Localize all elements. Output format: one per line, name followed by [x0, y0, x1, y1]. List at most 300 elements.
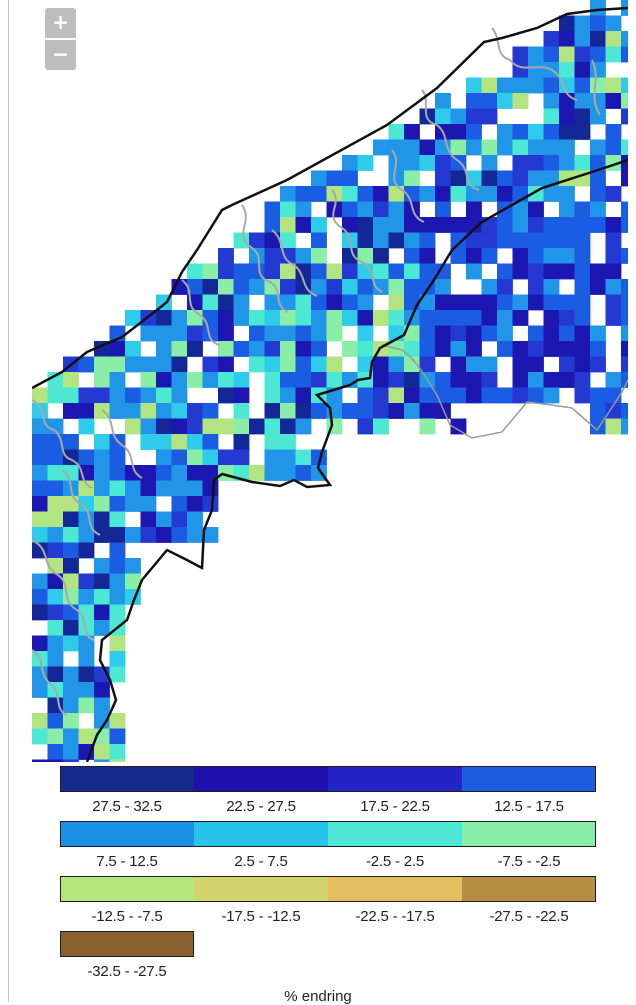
grid-cell — [528, 202, 544, 218]
legend-label: -7.5 - -2.5 — [497, 853, 561, 870]
grid-cell — [482, 78, 498, 94]
grid-cell — [404, 217, 420, 233]
grid-cell — [156, 419, 172, 435]
grid-cell — [125, 357, 141, 373]
grid-cell — [606, 31, 622, 47]
grid-cell — [296, 217, 312, 233]
grid-cell — [466, 264, 482, 280]
grid-cell — [110, 760, 126, 763]
grid-cell — [265, 434, 281, 450]
grid-cell — [63, 636, 79, 652]
grid-cell — [296, 202, 312, 218]
grid-cell — [497, 140, 513, 156]
grid-cell — [513, 310, 529, 326]
grid-cell — [528, 217, 544, 233]
grid-cell — [203, 403, 219, 419]
grid-cell — [435, 341, 451, 357]
grid-cell — [125, 388, 141, 404]
grid-cell — [590, 217, 606, 233]
legend-swatch — [60, 821, 194, 847]
legend-label: 7.5 - 12.5 — [96, 853, 158, 870]
grid-cell — [435, 295, 451, 311]
grid-cell — [435, 372, 451, 388]
grid-cell — [513, 357, 529, 373]
grid-cell — [590, 31, 606, 47]
grid-cell — [203, 434, 219, 450]
grid-cell — [559, 341, 575, 357]
grid-cell — [513, 47, 529, 63]
grid-cell — [32, 760, 48, 763]
grid-cell — [110, 667, 126, 683]
grid-cell — [389, 372, 405, 388]
grid-cell — [218, 450, 234, 466]
grid-cell — [466, 109, 482, 125]
grid-cell — [234, 388, 250, 404]
grid-cell — [342, 202, 358, 218]
grid-cell — [265, 372, 281, 388]
grid-cell — [590, 78, 606, 94]
grid-cell — [265, 233, 281, 249]
grid-cell — [32, 682, 48, 698]
grid-cell — [342, 186, 358, 202]
grid-cell — [156, 434, 172, 450]
grid-cell — [249, 233, 265, 249]
grid-cell — [234, 233, 250, 249]
legend-label: 2.5 - 7.5 — [234, 853, 288, 870]
grid-cell — [218, 465, 234, 481]
grid-cell — [94, 496, 110, 512]
grid-cell — [342, 403, 358, 419]
grid-cell — [296, 310, 312, 326]
grid-cell — [265, 419, 281, 435]
grid-cell — [544, 217, 560, 233]
grid-cell — [172, 512, 188, 528]
grid-cell — [544, 109, 560, 125]
grid-cell — [141, 326, 157, 342]
grid-cell — [404, 140, 420, 156]
grid-cell — [48, 636, 64, 652]
grid-cell — [544, 388, 560, 404]
grid-cell — [420, 310, 436, 326]
grid-cell — [141, 357, 157, 373]
grid-cell — [466, 140, 482, 156]
grid-cell — [528, 140, 544, 156]
grid-cell — [513, 233, 529, 249]
grid-cell — [559, 93, 575, 109]
grid-cell — [110, 481, 126, 497]
grid-cell — [621, 341, 628, 357]
grid-cell — [559, 310, 575, 326]
grid-cell — [48, 388, 64, 404]
grid-cell — [373, 202, 389, 218]
grid-cell — [575, 109, 591, 125]
legend-item — [194, 766, 328, 821]
grid-cell — [497, 217, 513, 233]
grid-cell — [621, 248, 628, 264]
grid-cell — [404, 124, 420, 140]
grid-cell — [513, 78, 529, 94]
grid-cell — [48, 481, 64, 497]
grid-cell — [280, 434, 296, 450]
grid-cell — [482, 357, 498, 373]
grid-cell — [110, 372, 126, 388]
grid-cell — [435, 279, 451, 295]
legend-item — [328, 876, 462, 931]
grid-cell — [172, 341, 188, 357]
grid-cell — [296, 450, 312, 466]
legend-label: 27.5 - 32.5 — [92, 798, 162, 815]
grid-cell — [575, 233, 591, 249]
grid-cell — [544, 78, 560, 94]
grid-cell — [187, 341, 203, 357]
grid-cell — [265, 450, 281, 466]
grid-cell — [94, 574, 110, 590]
grid-cell — [466, 357, 482, 373]
grid-cell — [621, 109, 628, 125]
grid-cell — [606, 140, 622, 156]
legend-swatch — [60, 766, 194, 792]
grid-cell — [404, 372, 420, 388]
grid-cell — [513, 171, 529, 187]
grid-cell — [156, 357, 172, 373]
grid-cell — [466, 295, 482, 311]
grid-cell — [559, 264, 575, 280]
legend-label: 22.5 - 27.5 — [226, 798, 296, 815]
legend-label: -22.5 - -17.5 — [355, 908, 435, 925]
grid-cell — [63, 760, 79, 763]
grid-cell — [389, 140, 405, 156]
grid-cell — [125, 419, 141, 435]
grid-cell — [590, 279, 606, 295]
grid-cell — [327, 171, 343, 187]
grid-cell — [280, 217, 296, 233]
grid-cell — [559, 140, 575, 156]
grid-cell — [110, 589, 126, 605]
grid-cell — [559, 47, 575, 63]
grid-cell — [187, 465, 203, 481]
grid-cell — [218, 310, 234, 326]
grid-cell — [513, 140, 529, 156]
grid-cell — [296, 341, 312, 357]
grid-cell — [358, 233, 374, 249]
grid-cell — [420, 140, 436, 156]
grid-cell — [265, 403, 281, 419]
grid-cell — [280, 357, 296, 373]
grid-cell — [141, 512, 157, 528]
grid-cell — [187, 372, 203, 388]
grid-cell — [621, 295, 628, 311]
grid-cell — [373, 140, 389, 156]
grid-cell — [249, 326, 265, 342]
grid-cell — [311, 171, 327, 187]
grid-cell — [466, 341, 482, 357]
legend-swatch — [60, 931, 194, 957]
legend-row — [60, 931, 600, 986]
grid-cell — [63, 496, 79, 512]
grid-cell — [234, 434, 250, 450]
grid-cell — [358, 310, 374, 326]
grid-cell — [203, 450, 219, 466]
grid-cell — [94, 682, 110, 698]
grid-cell — [497, 171, 513, 187]
grid-cell — [559, 62, 575, 78]
grid-cell — [544, 31, 560, 47]
grid-cell — [32, 512, 48, 528]
grid-cell — [544, 140, 560, 156]
grid-cell — [63, 620, 79, 636]
grid-cell — [141, 388, 157, 404]
grid-cell — [311, 186, 327, 202]
grid-cell — [234, 419, 250, 435]
grid-cell — [389, 233, 405, 249]
legend-row — [60, 821, 600, 876]
grid-cell — [342, 279, 358, 295]
grid-cell — [466, 372, 482, 388]
grid-cell — [94, 512, 110, 528]
grid-cell — [32, 434, 48, 450]
grid-cell — [32, 605, 48, 621]
grid-cell — [141, 465, 157, 481]
precipitation-change-map[interactable] — [32, 0, 628, 762]
legend-item — [194, 821, 328, 876]
grid-cell — [590, 202, 606, 218]
grid-cell — [373, 186, 389, 202]
grid-cell — [482, 155, 498, 171]
grid-cell — [311, 248, 327, 264]
grid-cell — [389, 295, 405, 311]
legend-label: -17.5 - -12.5 — [221, 908, 301, 925]
grid-cell — [559, 109, 575, 125]
grid-cell — [311, 233, 327, 249]
grid-cell — [482, 217, 498, 233]
grid-cell — [513, 295, 529, 311]
grid-cell — [79, 667, 95, 683]
grid-cell — [203, 419, 219, 435]
grid-cell — [141, 481, 157, 497]
grid-cell — [420, 248, 436, 264]
grid-cell — [218, 248, 234, 264]
grid-cell — [528, 341, 544, 357]
grid-cell — [544, 264, 560, 280]
grid-cell — [280, 403, 296, 419]
grid-cell — [296, 419, 312, 435]
grid-cell — [94, 698, 110, 714]
grid-cell — [48, 543, 64, 559]
grid-cell — [559, 217, 575, 233]
grid-cell — [187, 481, 203, 497]
map-canvas[interactable] — [32, 0, 628, 762]
grid-cell — [404, 248, 420, 264]
grid-cell — [48, 744, 64, 760]
grid-cell — [203, 264, 219, 280]
grid-cell — [296, 372, 312, 388]
grid-cell — [280, 450, 296, 466]
grid-cell — [435, 155, 451, 171]
grid-cell — [575, 372, 591, 388]
grid-cell — [497, 124, 513, 140]
grid-cell — [606, 78, 622, 94]
grid-cell — [79, 403, 95, 419]
grid-cell — [466, 202, 482, 218]
grid-cell — [404, 233, 420, 249]
grid-cell — [296, 326, 312, 342]
zoom-in-button[interactable]: + — [45, 8, 76, 38]
grid-cell — [621, 310, 628, 326]
grid-cell — [575, 31, 591, 47]
grid-cell — [63, 403, 79, 419]
grid-cell — [497, 341, 513, 357]
legend-label: -32.5 - -27.5 — [87, 963, 167, 980]
grid-cell — [575, 248, 591, 264]
grid-cell — [559, 357, 575, 373]
grid-cell — [435, 109, 451, 125]
legend-swatch — [194, 821, 328, 847]
grid-cell — [63, 434, 79, 450]
grid-cell — [373, 372, 389, 388]
grid-cell — [311, 264, 327, 280]
grid-cell — [311, 295, 327, 311]
grid-cell — [141, 372, 157, 388]
grid-cell — [63, 698, 79, 714]
grid-cells-layer — [32, 0, 628, 762]
grid-cell — [621, 47, 628, 63]
grid-cell — [575, 326, 591, 342]
grid-cell — [528, 155, 544, 171]
grid-cell — [606, 279, 622, 295]
grid-cell — [358, 403, 374, 419]
grid-cell — [544, 310, 560, 326]
legend-label: -12.5 - -7.5 — [91, 908, 163, 925]
grid-cell — [389, 388, 405, 404]
grid-cell — [544, 47, 560, 63]
color-legend — [60, 766, 600, 986]
grid-cell — [63, 667, 79, 683]
grid-cell — [559, 124, 575, 140]
grid-cell — [606, 47, 622, 63]
grid-cell — [94, 760, 110, 763]
legend-swatch — [194, 876, 328, 902]
legend-item — [60, 931, 194, 986]
legend-item — [328, 821, 462, 876]
grid-cell — [110, 605, 126, 621]
grid-cell — [559, 326, 575, 342]
grid-cell — [544, 124, 560, 140]
grid-cell — [451, 171, 467, 187]
legend-swatch — [462, 876, 596, 902]
grid-cell — [48, 589, 64, 605]
grid-cell — [32, 574, 48, 590]
grid-cell — [606, 233, 622, 249]
grid-cell — [451, 140, 467, 156]
grid-cell — [48, 729, 64, 745]
grid-cell — [482, 295, 498, 311]
grid-cell — [311, 357, 327, 373]
grid-cell — [172, 372, 188, 388]
legend-swatch — [462, 766, 596, 792]
grid-cell — [234, 310, 250, 326]
grid-cell — [497, 310, 513, 326]
grid-cell — [110, 388, 126, 404]
grid-cell — [513, 248, 529, 264]
grid-cell — [172, 465, 188, 481]
grid-cell — [420, 357, 436, 373]
grid-cell — [234, 264, 250, 280]
grid-cell — [110, 713, 126, 729]
grid-cell — [389, 310, 405, 326]
grid-cell — [451, 124, 467, 140]
grid-cell — [156, 388, 172, 404]
grid-cell — [575, 78, 591, 94]
grid-cell — [110, 357, 126, 373]
grid-cell — [327, 295, 343, 311]
grid-cell — [218, 326, 234, 342]
grid-cell — [172, 450, 188, 466]
grid-cell — [141, 434, 157, 450]
legend-item — [328, 766, 462, 821]
legend-item — [194, 876, 328, 931]
grid-cell — [528, 388, 544, 404]
zoom-out-button[interactable]: − — [45, 40, 76, 70]
grid-cell — [482, 171, 498, 187]
grid-cell — [32, 713, 48, 729]
grid-cell — [482, 109, 498, 125]
grid-cell — [94, 605, 110, 621]
grid-cell — [513, 372, 529, 388]
grid-cell — [327, 372, 343, 388]
grid-cell — [373, 217, 389, 233]
grid-cell — [79, 636, 95, 652]
grid-cell — [342, 295, 358, 311]
grid-cell — [187, 326, 203, 342]
grid-cell — [435, 217, 451, 233]
grid-cell — [420, 341, 436, 357]
grid-cell — [94, 744, 110, 760]
grid-cell — [48, 558, 64, 574]
grid-cell — [172, 403, 188, 419]
grid-cell — [265, 357, 281, 373]
legend-item — [60, 821, 194, 876]
grid-cell — [32, 729, 48, 745]
grid-cell — [156, 372, 172, 388]
grid-cell — [79, 698, 95, 714]
grid-cell — [265, 465, 281, 481]
grid-cell — [265, 202, 281, 218]
grid-cell — [559, 233, 575, 249]
grid-cell — [373, 388, 389, 404]
grid-cell — [575, 155, 591, 171]
grid-cell — [296, 465, 312, 481]
grid-cell — [187, 264, 203, 280]
grid-cell — [32, 636, 48, 652]
grid-cell — [311, 310, 327, 326]
grid-cell — [280, 186, 296, 202]
legend-title: % endring — [284, 988, 352, 1005]
grid-cell — [342, 155, 358, 171]
grid-cell — [110, 403, 126, 419]
grid-cell — [48, 465, 64, 481]
grid-cell — [544, 372, 560, 388]
grid-cell — [451, 310, 467, 326]
grid-cell — [342, 310, 358, 326]
grid-cell — [265, 248, 281, 264]
grid-cell — [156, 403, 172, 419]
grid-cell — [451, 109, 467, 125]
grid-cell — [528, 62, 544, 78]
grid-cell — [373, 248, 389, 264]
grid-cell — [249, 357, 265, 373]
grid-cell — [265, 341, 281, 357]
grid-cell — [528, 248, 544, 264]
